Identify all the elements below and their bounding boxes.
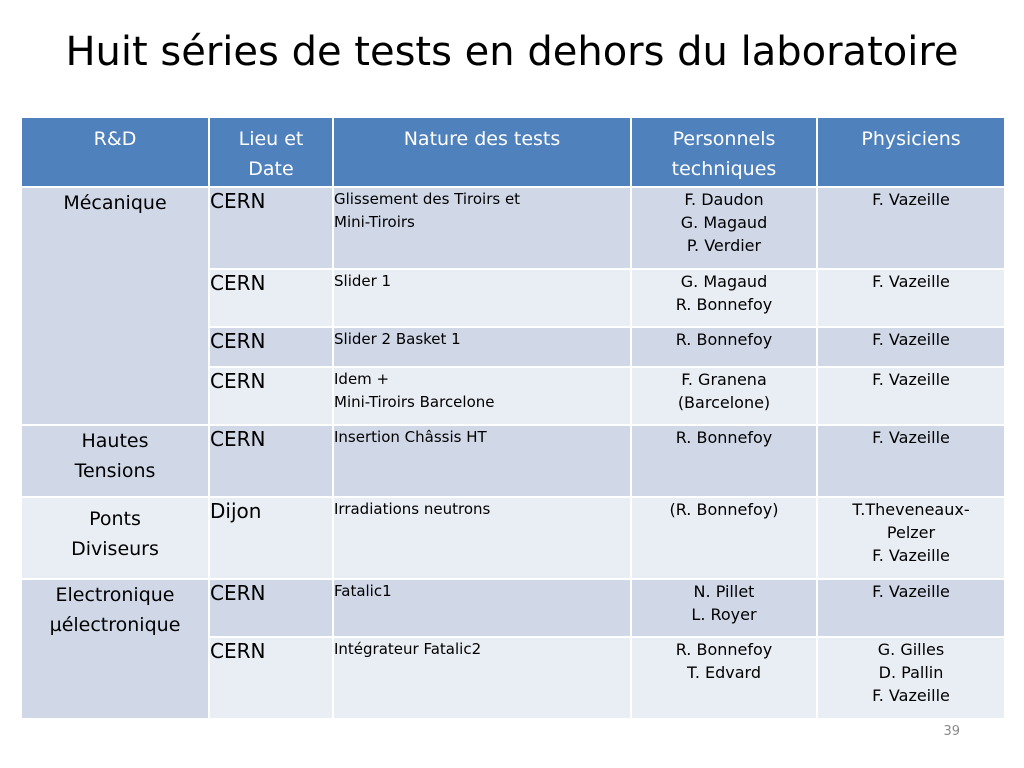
cell-physiciens: F. Vazeille: [817, 367, 1005, 425]
table-row: [21, 187, 1005, 269]
cell-nature: Irradiations neutrons: [333, 497, 631, 579]
cell-lieu: CERN: [209, 269, 333, 327]
cell-personnels: F. Granena (Barcelone): [631, 367, 817, 425]
cell-physiciens: G. Gilles D. Pallin F. Vazeille: [817, 637, 1005, 719]
cell-personnels: F. Daudon G. Magaud P. Verdier: [631, 187, 817, 269]
header-row: [21, 117, 1005, 187]
group-mecanique: Mécanique: [21, 187, 209, 425]
page-number: 39: [943, 724, 960, 739]
cell-physiciens: F. Vazeille: [817, 425, 1005, 497]
cell-lieu: CERN: [209, 187, 333, 269]
cell-nature: Slider 1: [333, 269, 631, 327]
cell-physiciens: F. Vazeille: [817, 269, 1005, 327]
table-row: [21, 497, 1005, 579]
cell-lieu: CERN: [209, 637, 333, 719]
cell-physiciens: T.Theveneaux- Pelzer F. Vazeille: [817, 497, 1005, 579]
cell-nature: Fatalic1: [333, 579, 631, 637]
cell-personnels: R. Bonnefoy: [631, 327, 817, 367]
cell-nature: Insertion Châssis HT: [333, 425, 631, 497]
cell-physiciens: F. Vazeille: [817, 187, 1005, 269]
group-electronique: Electronique µélectronique: [21, 579, 209, 719]
cell-physiciens: F. Vazeille: [817, 579, 1005, 637]
cell-personnels: R. Bonnefoy T. Edvard: [631, 637, 817, 719]
header-lieu: Lieu et Date: [209, 117, 333, 187]
header-physiciens: Physiciens: [817, 117, 1005, 187]
cell-personnels: N. Pillet L. Royer: [631, 579, 817, 637]
slide-title: Huit séries de tests en dehors du laboratoire: [65, 29, 959, 75]
group-ponts-diviseurs: Ponts Diviseurs: [21, 497, 209, 579]
cell-lieu: CERN: [209, 367, 333, 425]
cell-lieu: Dijon: [209, 497, 333, 579]
group-hautes-tensions: Hautes Tensions: [21, 425, 209, 497]
header-nature: Nature des tests: [333, 117, 631, 187]
cell-lieu: CERN: [209, 327, 333, 367]
cell-nature: Idem + Mini-Tiroirs Barcelone: [333, 367, 631, 425]
cell-lieu: CERN: [209, 425, 333, 497]
cell-nature: Intégrateur Fatalic2: [333, 637, 631, 719]
cell-lieu: CERN: [209, 579, 333, 637]
table-row: [21, 579, 1005, 637]
cell-physiciens: F. Vazeille: [817, 327, 1005, 367]
header-personnels: Personnels techniques: [631, 117, 817, 187]
cell-personnels: G. Magaud R. Bonnefoy: [631, 269, 817, 327]
cell-personnels: R. Bonnefoy: [631, 425, 817, 497]
table-row: [21, 425, 1005, 497]
header-rd: R&D: [21, 117, 209, 187]
cell-nature: Slider 2 Basket 1: [333, 327, 631, 367]
cell-personnels: (R. Bonnefoy): [631, 497, 817, 579]
tests-table: [20, 116, 1006, 720]
cell-nature: Glissement des Tiroirs et Mini-Tiroirs: [333, 187, 631, 269]
